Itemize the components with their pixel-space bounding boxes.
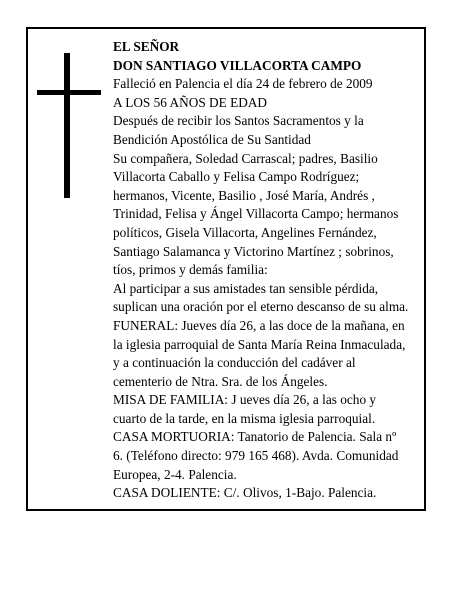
cross-vertical-bar	[64, 53, 70, 198]
family-line: políticos, Gisela Villacorta, Angelines Fernández,	[113, 224, 377, 240]
funeral-line: cementerio de Ntra. Sra. de los Ángeles.	[113, 373, 328, 389]
funeral-home-line: Europea, 2-4. Palencia.	[113, 466, 237, 482]
family-line: Villacorta Caballo y Felisa Campo Rodríguez;	[113, 169, 360, 185]
death-date-line: Falleció en Palencia el día 24 de febrero de 2009	[113, 76, 373, 92]
funeral-home-line: 6. (Teléfono directo: 979 165 468). Avda. Comunidad	[113, 448, 399, 464]
sacraments-line: Bendición Apostólica de Su Santidad	[113, 131, 311, 147]
deceased-name: DON SANTIAGO VILLACORTA CAMPO	[113, 57, 362, 73]
cross-horizontal-bar	[37, 90, 101, 95]
prayer-request-line: Al participar a sus amistades tan sensible pérdida,	[113, 280, 379, 296]
age-line: A LOS 56 AÑOS DE EDAD	[113, 94, 268, 110]
family-line: tíos, primos y demás familia:	[113, 262, 268, 278]
family-line: hermanos, Vicente, Basilio , José María, Andrés ,	[113, 187, 375, 203]
family-mass-line: MISA DE FAMILIA: J ueves día 26, a las ocho y	[113, 392, 377, 408]
family-line: Trinidad, Felisa y Ángel Villacorta Campo; hermanos	[113, 206, 399, 222]
funeral-line: FUNERAL: Jueves día 26, a las doce de la mañana, en	[113, 317, 405, 333]
mourning-house-line: CASA DOLIENTE: C/. Olivos, 1-Bajo. Palencia.	[113, 485, 377, 501]
family-line: Su compañera, Soledad Carrascal; padres, Basilio	[113, 150, 378, 166]
funeral-home-line: CASA MORTUORIA: Tanatorio de Palencia. Sala nº	[113, 429, 397, 445]
family-mass-line: cuarto de la tarde, en la misma iglesia parroquial.	[113, 410, 376, 426]
family-line: Santiago Salamanca y Victorino Martínez ; sobrinos,	[113, 243, 394, 259]
funeral-line: la iglesia parroquial de Santa María Reina Inmaculada,	[113, 336, 406, 352]
prayer-request-line: suplican una oración por el eterno descanso de su alma.	[113, 299, 409, 315]
heading-title: EL SEÑOR	[113, 39, 180, 54]
sacraments-line: Después de recibir los Santos Sacramentos y la	[113, 113, 364, 129]
obituary-text	[113, 38, 425, 503]
cross-icon	[37, 53, 101, 198]
funeral-line: y a continuación la conducción del cadáver al	[113, 355, 356, 371]
